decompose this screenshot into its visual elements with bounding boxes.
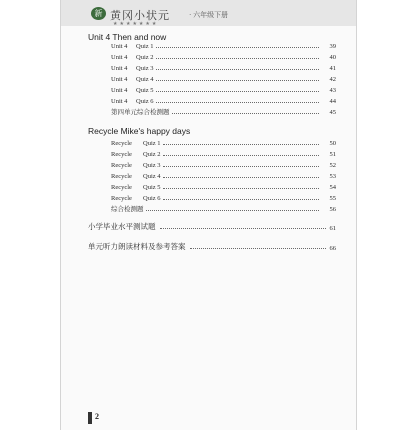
toc-entry: 第四单元综合检测题 45: [111, 109, 336, 116]
toc-entry: Recycle Quiz 3 52: [111, 162, 336, 169]
toc-entry: Unit 4 Quiz 2 40: [111, 54, 336, 61]
unit4-title: Unit 4 Then and now: [88, 32, 167, 42]
toc-entry: Unit 4 Quiz 4 42: [111, 76, 336, 83]
book-subtitle: · 六年级下册: [189, 11, 229, 19]
page-header: [61, 0, 356, 26]
toc-entry-final-test: 小学毕业水平测试题 61: [88, 222, 336, 232]
toc-entry: Unit 4 Quiz 6 44: [111, 98, 336, 105]
toc-entry: Unit 4 Quiz 5 43: [111, 87, 336, 94]
toc-entry: Unit 4 Quiz 1 39: [111, 43, 336, 50]
book-title: 黄冈小状元: [110, 10, 170, 22]
book-page: [60, 0, 357, 430]
toc-entry: Recycle Quiz 2 51: [111, 151, 336, 158]
brand-logo: 新: [91, 7, 106, 20]
toc-entry-listening: 单元听力朗读材料及参考答案 66: [88, 242, 336, 252]
recycle-title: Recycle Mike's happy days: [88, 126, 191, 136]
footer-mark: [88, 412, 92, 424]
page-number: 2: [95, 412, 99, 421]
toc-entry: Recycle Quiz 5 54: [111, 184, 336, 191]
toc-entry: Recycle Quiz 4 53: [111, 173, 336, 180]
toc-entry: Unit 4 Quiz 3 41: [111, 65, 336, 72]
toc-entry: Recycle Quiz 1 50: [111, 140, 336, 147]
toc-entry: Recycle Quiz 6 55: [111, 195, 336, 202]
toc-entry: 综合检测题 56: [111, 206, 336, 213]
header-decoration: ★★★★★★★: [113, 22, 159, 27]
